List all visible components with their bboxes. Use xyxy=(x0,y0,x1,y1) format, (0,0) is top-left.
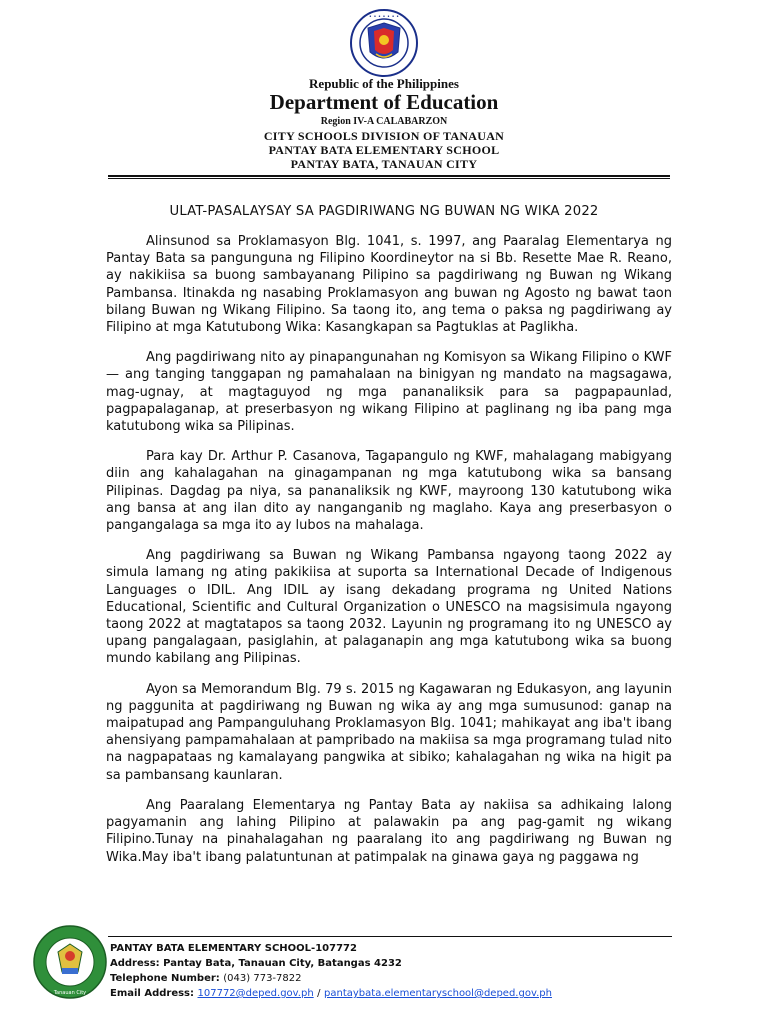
footer-email xyxy=(110,987,552,1001)
region-label: Region IV-A CALABARZON xyxy=(320,116,448,127)
logo-city-label: Tanauan City xyxy=(53,990,87,996)
department-title: Department of Education xyxy=(269,90,499,114)
svg-text:• • • • • • •: • • • • • • • xyxy=(368,14,400,20)
header-divider-thin xyxy=(108,178,670,179)
location-label: PANTAY BATA, TANAUAN CITY xyxy=(290,157,478,171)
telephone-label: Telephone Number: xyxy=(110,973,220,984)
school-logo-icon xyxy=(32,924,108,1000)
footer-address: Address: Pantay Bata, Tanauan City, Batangas 4232 xyxy=(110,958,402,969)
email-separator: / xyxy=(317,988,321,999)
email-link-secondary[interactable]: pantaybata.elementaryschool@deped.gov.ph xyxy=(324,988,552,999)
school-label: PANTAY BATA ELEMENTARY SCHOOL xyxy=(268,143,500,157)
footer-divider xyxy=(108,936,672,937)
paragraph: Ayon sa Memorandum Blg. 79 s. 2015 ng Kagawaran ng Edukasyon, ang layunin ng paggunita at pagdiriwang ng Buwan ng wika ay ang mga sumusunod: ganap na maipatupad ang Pampanguluhang Proklamasyon Blg. 1041; mahikayat ang iba't ibang ahensiyang pampamahalaan at pampribado na makiisa sa mga programang tulad nito na nagpapataas ng kamalayang pangwika at sibiko; kahalagahan ng wika na higit pa sa pambansang kaunlaran. xyxy=(106,681,672,783)
paragraph: Alinsunod sa Proklamasyon Blg. 1041, s. 1997, ang Paaralag Elementarya ng Pantay Bata sa pangunguna ng Filipino Koordineytor na si Bb. Resette Mae R. Reano, ay nakikiisa sa buong sambayanang Pilipino sa pagdiriwang ng Buwan ng Wikang Pambansa. Itinakda ng nasabing Proklamasyon ang buwan ng Agosto ng bawat taon bilang Buwan ng Wikang Filipino. Sa taong ito, ang tema o paksa ng pagdiriwang ay Filipino at mga Katutubong Wika: Kasangkapan sa Pagtuklas at Paglikha. xyxy=(106,234,672,336)
telephone-value: (043) 773-7822 xyxy=(223,973,302,984)
paragraph: Para kay Dr. Arthur P. Casanova, Tagapangulo ng KWF, mahalagang mabigyang diin ang kahalagahan na ginagampanan ng mga katutubong wika sa bansang Pilipinas. Dagdag pa niya, sa pananaliksik ng KWF, mayroong 130 katutubong wika ang bansa at ang ilan dito ay nanganganib ng maglaho. Kaya ang preserbasyon o pangangalaga sa mga ito ay lubos na mahalaga. xyxy=(106,449,672,534)
paragraph: Ang pagdiriwang sa Buwan ng Wikang Pambansa ngayong taong 2022 ay simula lamang ng ating pakikiisa at suporta sa International Decade of Indigenous Languages o IDIL. Ang IDIL ay isang dekadang programa ng United Nations Educational, Scientific and Cultural Organization o UNESCO na magsisimula ngayong taong 2022 at magtatapos sa taong 2032. Layunin ng programang ito ng UNESCO ay upang pangalagaan, pasiglahin, at palaganapin ang mga katutubong wika sa buong mundo kabilang ang Pilipinas. xyxy=(106,548,672,667)
email-link-primary[interactable]: 107772@deped.gov.ph xyxy=(197,988,314,999)
paragraph: Ang pagdiriwang nito ay pinapangunahan ng Komisyon sa Wikang Filipino o KWF — ang tanging tanggapan ng pamahalaan na binigyan ng mandato na magsagawa, mag-ugnay, at magtaguyod ng mga pananaliksik para sa pagpapaunlad, pagpapalaganap, at preserbasyon ng wikang Filipino at paglinang ng iba pang mga katutubong wika sa Pilipinas. xyxy=(106,350,672,435)
email-label: Email Address: xyxy=(110,988,195,999)
footer-telephone xyxy=(110,972,302,986)
republic-label: Republic of the Philippines xyxy=(309,76,459,91)
document-title: ULAT-PASALAYSAY SA PAGDIRIWANG NG BUWAN NG WIKA 2022 xyxy=(169,204,599,219)
deped-seal-icon xyxy=(342,8,426,78)
division-label: CITY SCHOOLS DIVISION OF TANAUAN xyxy=(263,129,505,143)
paragraph: Ang Paaralang Elementarya ng Pantay Bata ay nakiisa sa adhikaing lalong pagyamanin ang lahing Pilipino at palawakin pa ang pag-gamit ng wikang Filipino.Tunay na pinahalagahan ng paaralang ito ang pagdiriwang ng Buwan ng Wika.May iba't ibang palatuntunan at patimpalak na ginawa gaya ng paggawa ng xyxy=(106,797,672,865)
header-divider xyxy=(108,175,670,177)
footer-school-name: PANTAY BATA ELEMENTARY SCHOOL-107772 xyxy=(110,943,357,954)
document-body xyxy=(106,233,672,879)
